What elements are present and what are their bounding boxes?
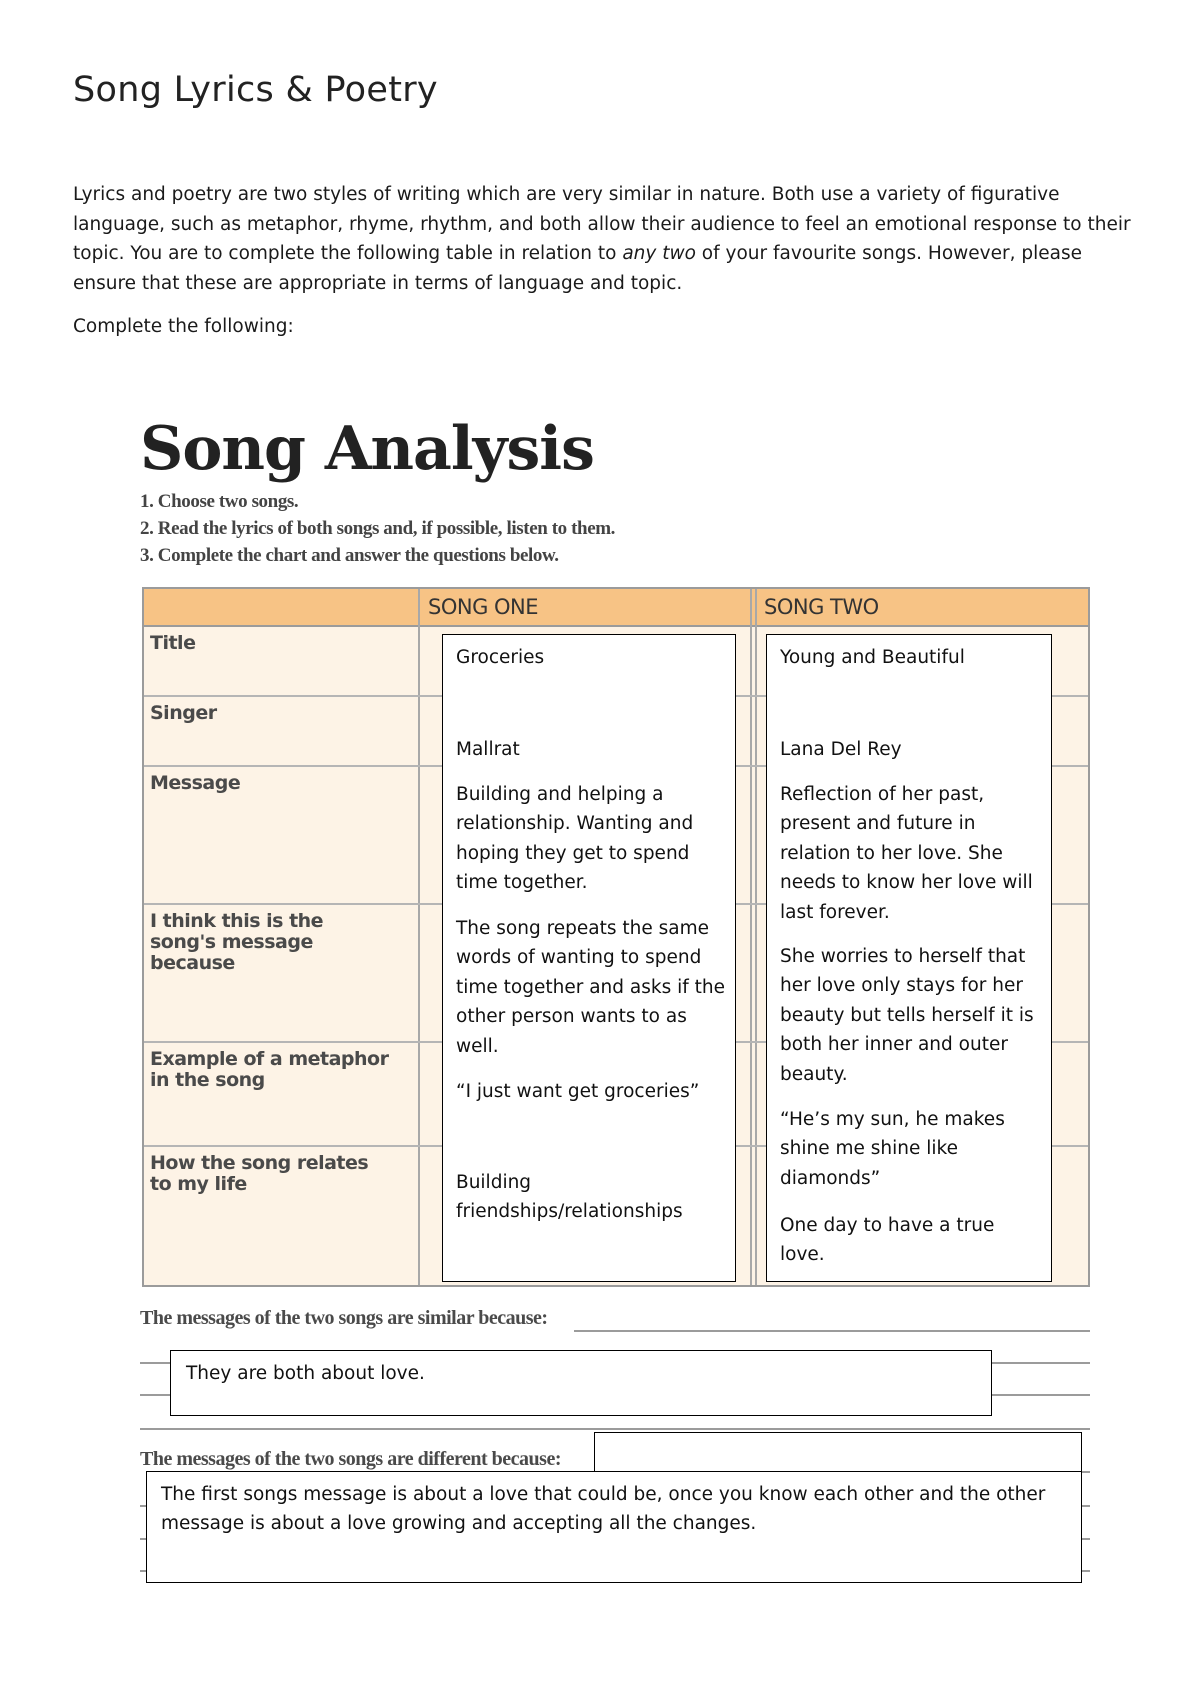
intro-emphasis: any two [622, 243, 696, 265]
answer-line [140, 1428, 1090, 1430]
column-divider [418, 589, 420, 1285]
answer-line [574, 1330, 1090, 1332]
row-label-title: Title [150, 632, 196, 654]
worksheet-title: Song Analysis [140, 414, 594, 484]
row-label-message: Message [150, 772, 241, 794]
song-one-reason: The song repeats the same words of wanting to spend time together and asks if the other person wants to as well. [456, 918, 726, 1057]
song-one-message: Building and helping a relationship. Wanting and hoping they get to spend time together. [456, 784, 694, 894]
worksheet-step-1: 1. Choose two songs. [140, 491, 299, 512]
song-two-singer: Lana Del Rey [780, 739, 902, 760]
column-header-song-one: SONG ONE [428, 595, 539, 619]
column-header-song-two: SONG TWO [764, 595, 879, 619]
column-divider [755, 589, 757, 1285]
row-label-relates: How the song relates to my life [150, 1152, 369, 1195]
column-divider [750, 589, 752, 1285]
intro-text-end: of your favourite songs. However, please ensure that these are appropriate in terms of language and topic. [73, 243, 1082, 294]
row-label-reason: I think this is the song's message because [150, 910, 324, 974]
song-two-reason: She worries to herself that her love only stays for her beauty but tells herself it is both her inner and outer beauty. [780, 946, 1034, 1085]
song-two-title: Young and Beautiful [780, 647, 965, 668]
different-answer-box-tab [594, 1432, 1082, 1472]
song-one-title: Groceries [456, 647, 545, 668]
song-two-metaphor: “He’s my sun, he makes shine me shine like diamonds” [780, 1109, 1005, 1189]
document-title: Song Lyrics & Poetry [73, 70, 438, 110]
song-one-metaphor: “I just want get groceries” [456, 1081, 700, 1102]
row-label-metaphor: Example of a metaphor in the song [150, 1048, 389, 1091]
chart-header-row [144, 589, 1088, 627]
instruction-text: Complete the following: [73, 316, 294, 337]
song-two-message: Reflection of her past, present and future in relation to her love. She needs to know her love will last forever. [780, 784, 1033, 923]
row-label-singer: Singer [150, 702, 217, 724]
intro-text-start: Lyrics and poetry are two styles of writing which are very similar in nature. Both use a variety of figurative language, such as metaphor, rhyme, rhythm, and both allow their audience to feel an emotional response to their topic. You are to complete the following table in relation to [73, 184, 1131, 265]
different-question: The messages of the two songs are different because: [140, 1448, 561, 1470]
worksheet-step-3: 3. Complete the chart and answer the questions below. [140, 545, 559, 566]
intro-paragraph [73, 180, 1133, 298]
worksheet-step-2: 2. Read the lyrics of both songs and, if possible, listen to them. [140, 518, 616, 539]
similar-question: The messages of the two songs are similar because: [140, 1307, 548, 1329]
similar-answer: They are both about love. [186, 1363, 425, 1384]
different-answer: The first songs message is about a love that could be, once you know each other and the other message is about a love growing and accepting all the changes. [161, 1484, 1046, 1535]
song-one-relates: Building friendships/relationships [456, 1172, 683, 1223]
song-two-relates: One day to have a true love. [780, 1215, 995, 1266]
song-one-singer: Mallrat [456, 739, 520, 760]
